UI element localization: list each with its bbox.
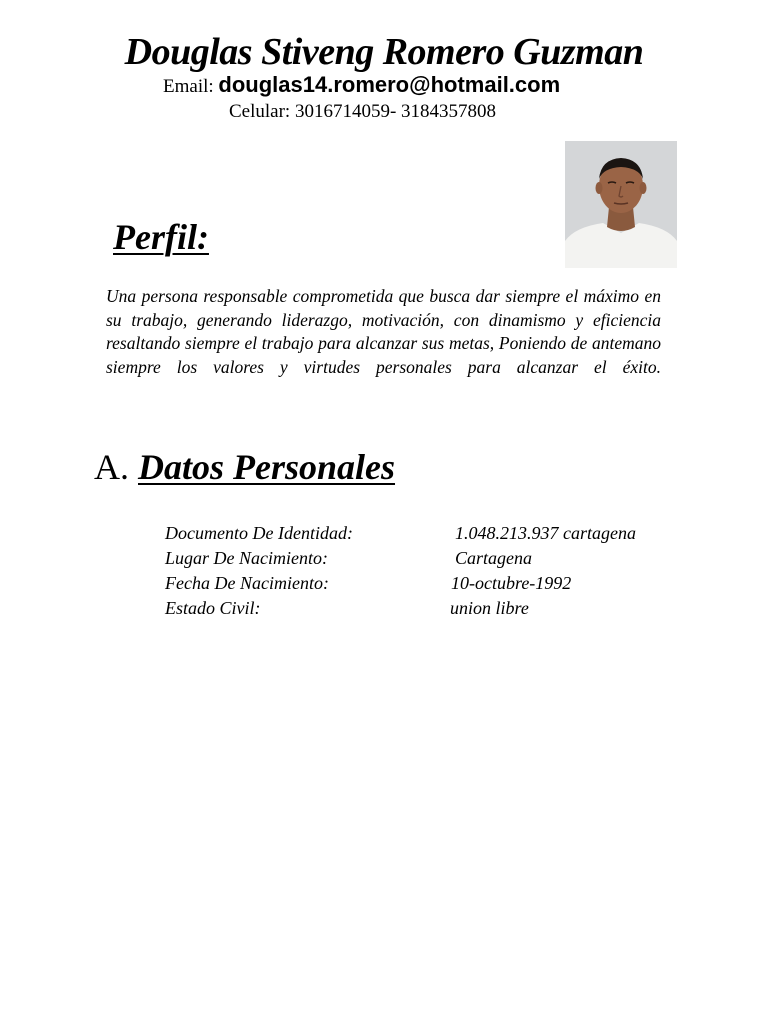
data-value: 1.048.213.937 cartagena — [455, 523, 636, 543]
section-letter: A. — [94, 447, 129, 487]
phone-label: Celular: — [229, 101, 291, 122]
data-label: Fecha De Nacimiento: — [165, 573, 329, 593]
data-value: Cartagena — [455, 548, 533, 568]
phone-line — [229, 101, 496, 123]
profile-photo — [565, 141, 677, 268]
profile-heading: Perfil: — [113, 217, 209, 257]
personal-data-heading — [94, 446, 395, 488]
portrait-illustration — [565, 141, 677, 268]
email-line — [163, 72, 560, 98]
data-label: Estado Civil: — [165, 598, 261, 618]
profile-paragraph: Una persona responsable comprometida que busca dar siempre el máximo en su trabajo, generando liderazgo, motivación, con dinamismo y eficiencia resaltando siempre el trabajo para alcanzar sus metas, Poniendo de antemano siempre los valores y virtudes personales para alcanzar el éxito. — [106, 286, 661, 377]
data-value: union libre — [450, 598, 529, 618]
email-label: Email: — [163, 76, 214, 97]
candidate-name: Douglas Stiveng Romero Guzman — [124, 31, 644, 73]
section-title: Datos Personales — [138, 447, 396, 487]
data-label: Documento De Identidad: — [165, 523, 353, 543]
data-label: Lugar De Nacimiento: — [165, 548, 328, 568]
data-value: 10-octubre-1992 — [451, 573, 572, 593]
email-value: douglas14.romero@hotmail.com — [218, 72, 561, 97]
phone-value: 3016714059- 3184357808 — [294, 101, 497, 122]
